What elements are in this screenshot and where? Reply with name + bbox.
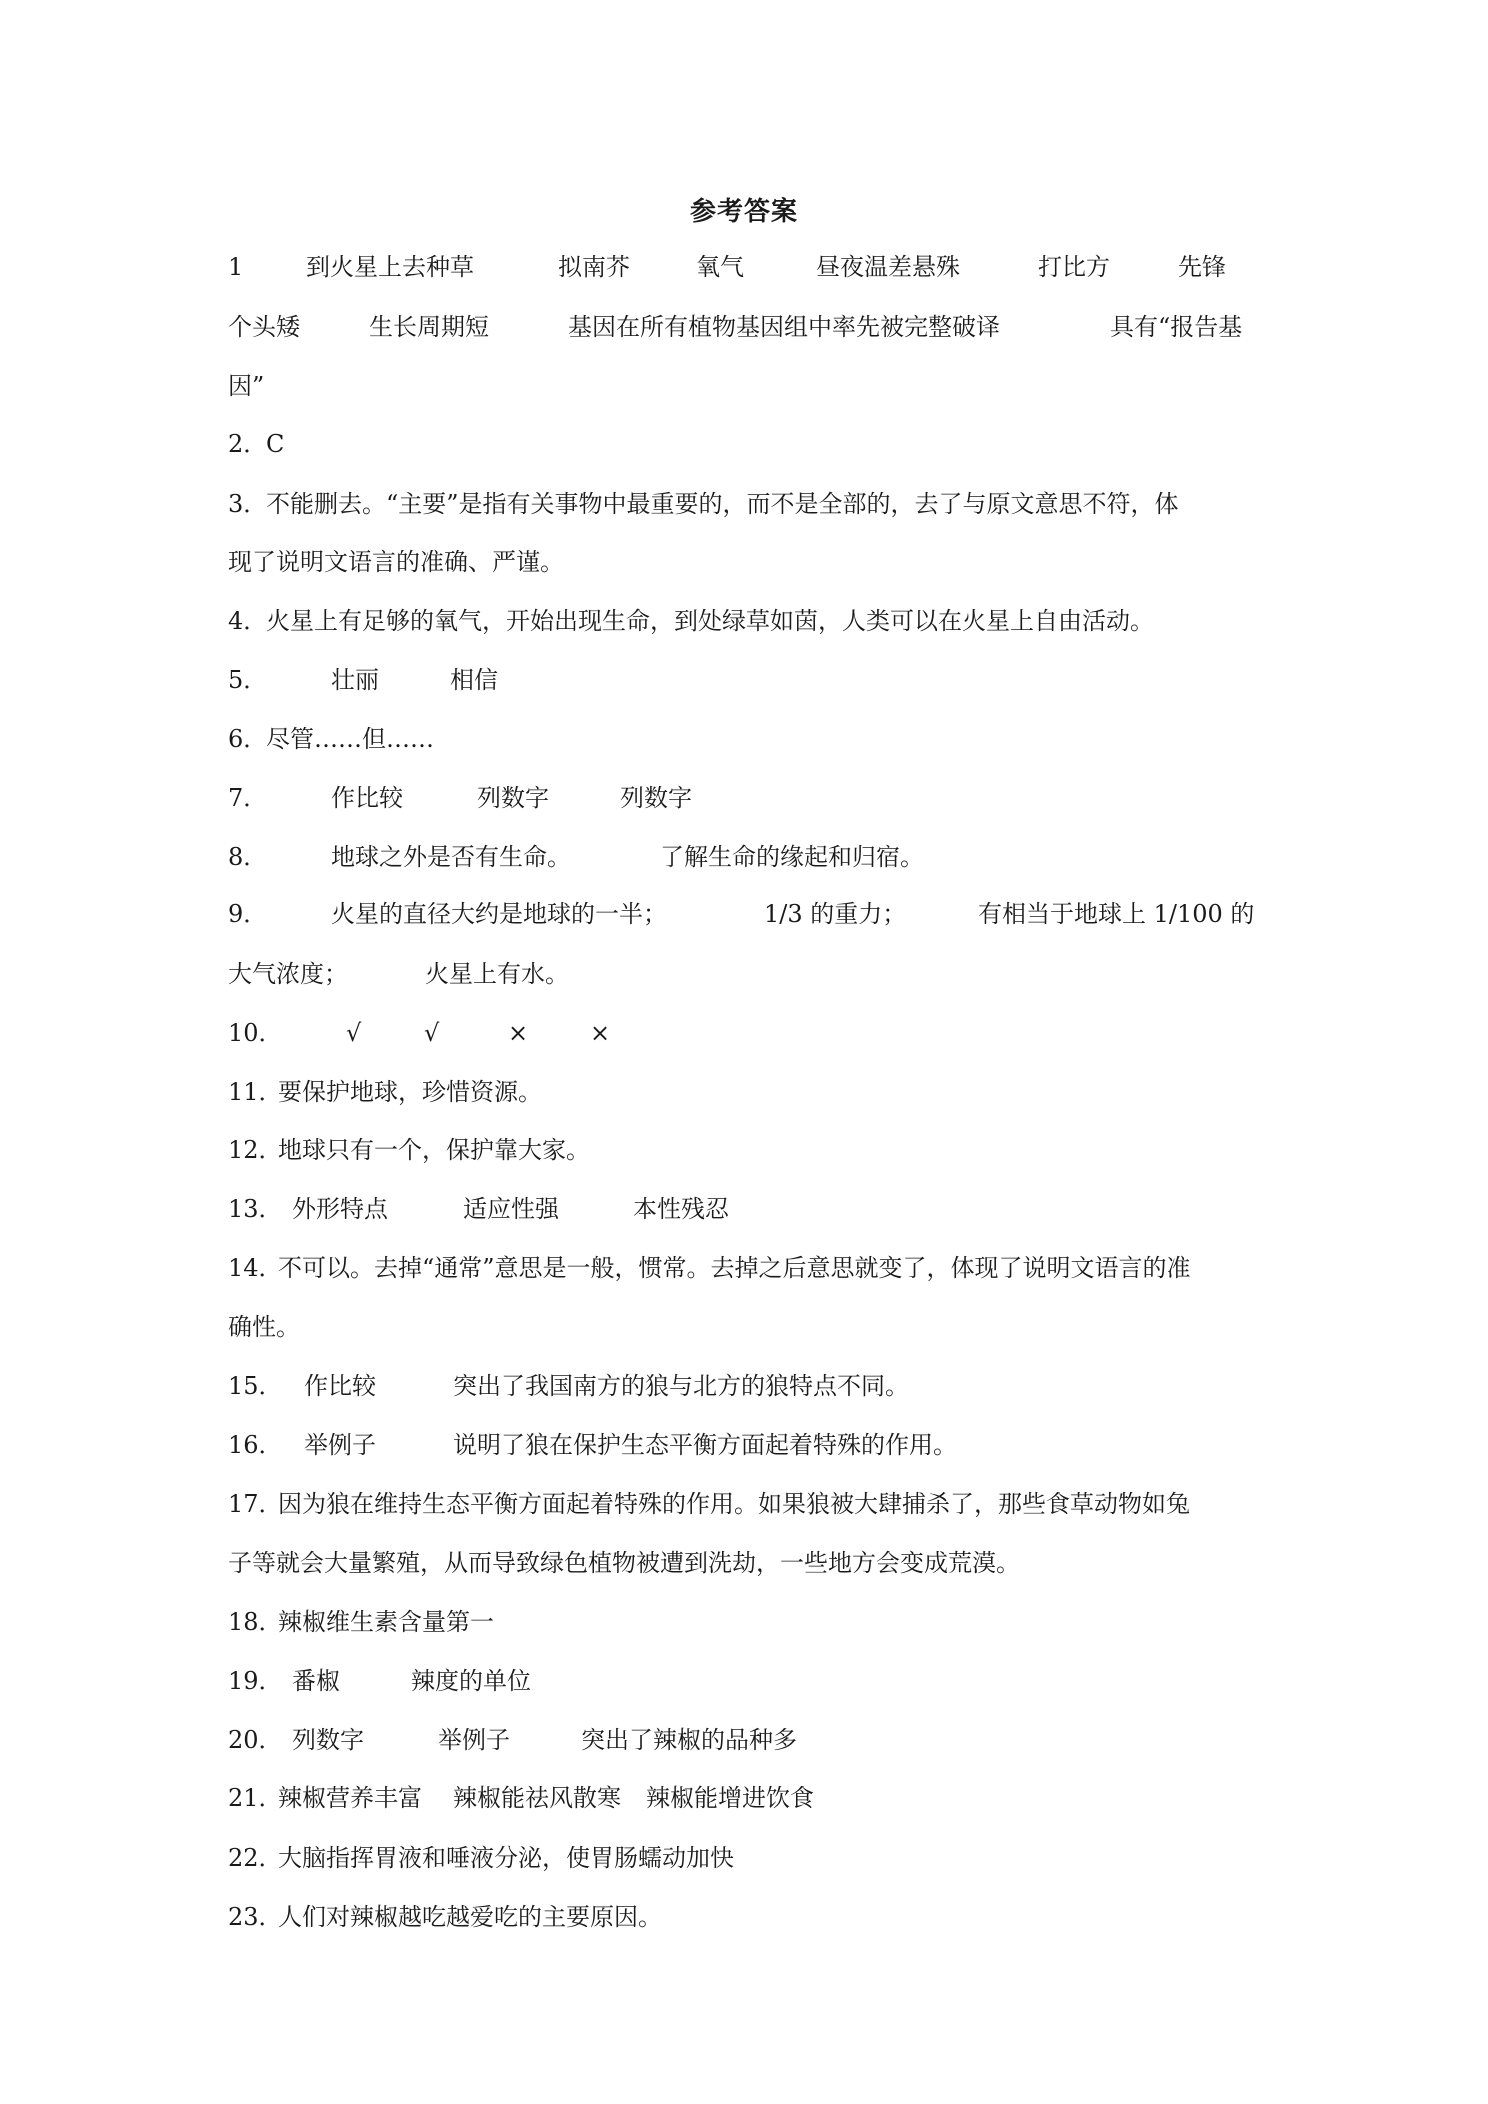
answer-text: 不能删去。“主要”是指有关事物中最重要的，而不是全部的，去了与原文意思不符，体 <box>266 490 1179 518</box>
answer-text: 外形特点 <box>292 1195 388 1223</box>
answer-number: 10． <box>228 1019 283 1047</box>
answer-number: 12． <box>228 1136 283 1164</box>
answer-text: 地球只有一个，保护靠大家。 <box>278 1136 590 1164</box>
answer-text: 说明了狼在保护生态平衡方面起着特殊的作用。 <box>453 1431 957 1459</box>
answer-number: 15． <box>228 1372 283 1400</box>
answer-text: 辣度的单位 <box>411 1667 531 1695</box>
answer-text: 辣椒能增进饮食 <box>646 1784 814 1812</box>
answer-text: 火星的直径大约是地球的一半； <box>331 900 667 928</box>
answer-text: 因为狼在维持生态平衡方面起着特殊的作用。如果狼被大肆捕杀了，那些食草动物如兔 <box>278 1490 1190 1518</box>
answer-number: 19． <box>228 1667 283 1695</box>
answer-number: 2． <box>228 430 268 458</box>
answer-text: 举例子 <box>438 1726 510 1754</box>
answer-text: 辣椒能祛风散寒 <box>453 1784 621 1812</box>
answer-text: 火星上有水。 <box>425 960 569 988</box>
answer-text: 壮丽 <box>331 666 379 694</box>
answer-text: × <box>590 1019 611 1047</box>
answer-text: 番椒 <box>292 1667 340 1695</box>
answer-text: 作比较 <box>304 1372 376 1400</box>
answer-text: 确性。 <box>228 1313 300 1341</box>
answer-text: 基因在所有植物基因组中率先被完整破译 <box>568 313 1000 341</box>
answer-number: 9． <box>228 900 268 928</box>
answer-text: 火星上有足够的氧气，开始出现生命，到处绿草如茵，人类可以在火星上自由活动。 <box>266 607 1154 635</box>
answer-text: C <box>266 430 285 458</box>
answer-number: 14． <box>228 1254 283 1282</box>
answer-text: 列数字 <box>477 784 549 812</box>
answer-text: 辣椒维生素含量第一 <box>278 1608 494 1636</box>
answer-number: 5． <box>228 666 268 694</box>
answer-text: 不可以。去掉“通常”意思是一般，惯常。去掉之后意思就变了，体现了说明文语言的准 <box>278 1254 1191 1282</box>
answer-text: 先锋 <box>1178 253 1226 281</box>
answer-text: 具有“报告基 <box>1110 313 1243 341</box>
answer-text: 打比方 <box>1038 253 1110 281</box>
answer-text: 突出了辣椒的品种多 <box>581 1726 797 1754</box>
page-title: 参考答案 <box>689 197 798 227</box>
answer-text: 拟南芥 <box>558 253 630 281</box>
answer-text: 1/3 的重力； <box>764 900 907 928</box>
answer-text: 辣椒营养丰富 <box>278 1784 422 1812</box>
answer-text: 列数字 <box>292 1726 364 1754</box>
answer-text: 本性残忍 <box>633 1195 729 1223</box>
answer-number: 8． <box>228 843 268 871</box>
answer-text: 相信 <box>450 666 498 694</box>
answer-text: 突出了我国南方的狼与北方的狼特点不同。 <box>453 1372 909 1400</box>
answer-number: 23． <box>228 1903 283 1931</box>
answer-text: 子等就会大量繁殖，从而导致绿色植物被遭到洗劫，一些地方会变成荒漠。 <box>228 1549 1020 1577</box>
answer-text: 人们对辣椒越吃越爱吃的主要原因。 <box>278 1903 662 1931</box>
answer-text: 作比较 <box>331 784 403 812</box>
answer-text: 有相当于地球上 1/100 的 <box>978 900 1255 928</box>
answer-number: 11． <box>228 1078 283 1106</box>
answer-text: 昼夜温差悬殊 <box>816 253 960 281</box>
answer-text: 大脑指挥胃液和唾液分泌，使胃肠蠕动加快 <box>278 1844 734 1872</box>
answer-number: 1 <box>228 253 244 281</box>
answer-number: 17． <box>228 1490 283 1518</box>
answer-text: 到火星上去种草 <box>306 253 474 281</box>
answer-number: 6． <box>228 725 268 753</box>
answer-text: 氧气 <box>696 253 744 281</box>
answer-text: 适应性强 <box>463 1195 559 1223</box>
answer-text: 生长周期短 <box>369 313 489 341</box>
answer-text: 地球之外是否有生命。 <box>331 843 571 871</box>
answer-text: 大气浓度； <box>228 960 348 988</box>
answer-text: 了解生命的缘起和归宿。 <box>660 843 924 871</box>
answer-number: 18． <box>228 1608 283 1636</box>
answer-number: 16． <box>228 1431 283 1459</box>
answer-text: × <box>508 1019 529 1047</box>
answer-text: 个头矮 <box>228 313 300 341</box>
answer-number: 4． <box>228 607 268 635</box>
answer-text: 因” <box>228 372 265 400</box>
answer-text: √ <box>424 1019 440 1047</box>
answer-number: 22． <box>228 1844 283 1872</box>
answer-number: 21． <box>228 1784 283 1812</box>
answer-number: 13． <box>228 1195 283 1223</box>
answer-number: 3． <box>228 490 268 518</box>
answer-number: 20． <box>228 1726 283 1754</box>
answer-text: √ <box>346 1019 362 1047</box>
answer-number: 7． <box>228 784 268 812</box>
answer-text: 要保护地球，珍惜资源。 <box>278 1078 542 1106</box>
answer-text: 现了说明文语言的准确、严谨。 <box>228 548 564 576</box>
answer-text: 举例子 <box>304 1431 376 1459</box>
answer-text: 尽管……但…… <box>266 725 434 753</box>
answer-text: 列数字 <box>620 784 692 812</box>
